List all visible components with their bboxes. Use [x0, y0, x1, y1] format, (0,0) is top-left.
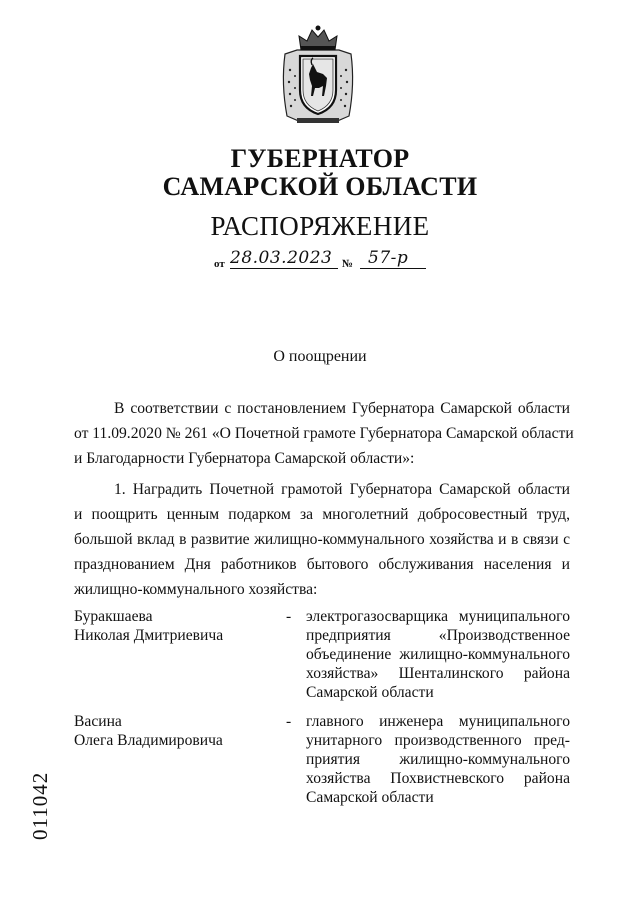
preamble-line: и Благодарности Губернатора Самарской области»: — [74, 450, 415, 467]
item1-line: и поощрить ценным подарком за многолетний добросовестный труд, — [74, 506, 570, 523]
position-line: хозяйства» Шенталинского района — [306, 665, 570, 682]
awardee-dash: - — [286, 713, 292, 730]
position-line: Самарской области — [306, 789, 434, 806]
document-subject: О поощрении — [273, 348, 367, 365]
awardee-dash: - — [286, 608, 292, 625]
position-line: приятия жилищно-коммунального — [306, 751, 570, 768]
preamble-line: В соответствии с постановлением Губернатора Самарской области — [114, 400, 570, 417]
position-line: Самарской области — [306, 684, 434, 701]
document-type: РАСПОРЯЖЕНИЕ — [210, 211, 430, 241]
awardee-position — [306, 607, 570, 702]
item1-line: празднованием Дня работников бытового обслуживания населения и — [74, 556, 570, 573]
registration-line — [214, 248, 434, 272]
position-line: главного инженера муниципального — [306, 713, 570, 730]
preamble-paragraph — [74, 396, 574, 471]
awardee-given-names: Олега Владимировича — [74, 732, 223, 749]
position-line: предприятия «Производственное — [306, 627, 570, 644]
item1-paragraph — [74, 477, 570, 602]
awardee-given-names: Николая Дмитриевича — [74, 627, 224, 644]
samara-coat-of-arms-icon — [279, 24, 357, 128]
awardee-surname: Буракшаева — [74, 608, 153, 625]
position-line: электрогазосварщика муниципального — [306, 608, 570, 625]
item1-line: жилищно-коммунального хозяйства: — [74, 581, 318, 598]
issuer-title-line2: САМАРСКОЙ ОБЛАСТИ — [162, 172, 478, 201]
date-underline — [230, 268, 338, 269]
item1-line: большой вклад в развитие жилищно-коммунального хозяйства и в связи с — [74, 531, 570, 548]
handwritten-number: 57-р — [368, 248, 409, 268]
awardee-name — [74, 607, 274, 645]
date-prefix: от — [214, 258, 225, 270]
item1-line: 1. Наградить Почетной грамотой Губернатора Самарской области — [114, 481, 570, 498]
position-line: хозяйства Похвистневского района — [306, 770, 570, 787]
position-line: унитарного производственного пред- — [306, 732, 570, 749]
awardee-surname: Васина — [74, 713, 122, 730]
awardee-name — [74, 712, 274, 750]
number-underline — [360, 268, 426, 269]
awardee-position — [306, 712, 570, 807]
number-prefix: № — [342, 258, 354, 270]
serial-number: 011042 — [28, 771, 52, 840]
handwritten-date: 28.03.2023 — [230, 248, 333, 268]
preamble-line: от 11.09.2020 № 261 «О Почетной грамоте Губернатора Самарской области — [74, 425, 574, 442]
position-line: объединение жилищно-коммунального — [306, 646, 570, 663]
issuer-title-line1: ГУБЕРНАТОР — [230, 144, 410, 173]
